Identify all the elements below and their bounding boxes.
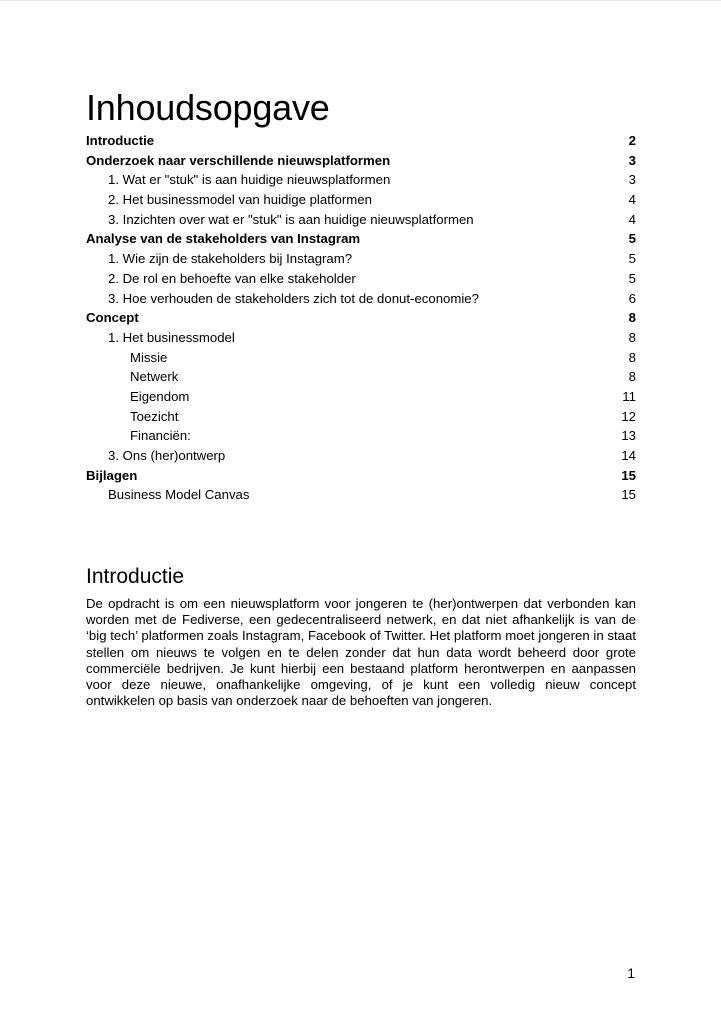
toc-entry-page: 8 [628, 329, 636, 345]
toc-entry-page: 5 [628, 270, 636, 286]
toc-entry[interactable] [86, 151, 636, 171]
toc-entry-label: 1. Het businessmodel [108, 329, 235, 345]
toc-entry-label: 3. Ons (her)ontwerp [108, 448, 226, 463]
toc-entry[interactable] [86, 131, 636, 151]
toc-entry-label: Analyse van de stakeholders van Instagram [86, 231, 361, 247]
toc-entry-page: 5 [628, 251, 636, 267]
toc-entry-label: Netwerk [130, 369, 179, 385]
introduction-paragraph: De opdracht is om een nieuwsplatform voor jongeren te (her)ontwerpen dat verbonden kan worden met de Fediverse, een gedecentraliseerd netwerk, en dat niet afhankelijk is van de ‘big tech’ platformen zoals Instagram, Facebook of Twitter. Het platform moet jongeren in staat stellen om nieuws te volgen en te delen zonder dat hun data wordt beheerd door grote commerciële bedrijven. Je kunt hierbij een bestaand platform herontwerpen en aanpassen voor deze nieuwe, onafhankelijke omgeving, of je kunt een volledig nieuw concept ontwikkelen op basis van onderzoek naar de behoeften van jongeren. [86, 596, 636, 709]
toc-entry[interactable] [86, 229, 636, 249]
toc-entry-label: Toezicht [130, 408, 179, 424]
toc-entry-label: 2. De rol en behoefte van elke stakeholder [108, 270, 356, 286]
toc-entry-label: 3. Hoe verhouden de stakeholders zich tot de donut-economie? [108, 290, 479, 306]
toc-entry-page: 13 [621, 428, 636, 444]
toc-entry-page: 4 [628, 192, 636, 208]
toc-entry[interactable] [86, 446, 636, 466]
toc-entry-label: Business Model Canvas [108, 487, 250, 503]
toc-entry-page: 14 [621, 448, 636, 463]
toc-entry-page: 12 [621, 408, 636, 424]
toc-entry-label: 2. Het businessmodel van huidige platformen [108, 192, 372, 208]
page-top-border [0, 0, 721, 1]
toc-entry-page: 11 [622, 388, 636, 404]
toc-entry-page: 8 [628, 349, 636, 365]
toc-entry-label: Introductie [86, 133, 155, 148]
toc-entry-label: Onderzoek naar verschillende nieuwsplatformen [86, 152, 391, 168]
toc-entry[interactable] [86, 466, 636, 486]
toc-entry[interactable] [86, 426, 636, 446]
toc-entry[interactable] [86, 249, 636, 269]
toc-entry[interactable] [86, 210, 636, 230]
toc-entry[interactable] [86, 328, 636, 348]
toc-entry[interactable] [86, 289, 636, 309]
toc-entry[interactable] [86, 308, 636, 328]
toc-entry-label: Missie [130, 349, 168, 365]
toc-entry-label: 1. Wat er "stuk" is aan huidige nieuwsplatformen [108, 172, 391, 188]
page-number: 1 [627, 965, 635, 981]
toc-entry[interactable] [86, 485, 636, 505]
toc-entry[interactable] [86, 387, 636, 407]
toc-entry-page: 6 [628, 290, 636, 306]
toc-entry[interactable] [86, 190, 636, 210]
toc-entry-label: Concept [86, 310, 139, 326]
toc-entry-page: 2 [628, 133, 636, 148]
document-page [86, 86, 636, 709]
toc-entry-label: Financiën: [130, 428, 191, 444]
toc-entry-page: 3 [628, 152, 636, 168]
toc-entry[interactable] [86, 269, 636, 289]
toc-entry[interactable] [86, 170, 636, 190]
toc-entry-page: 3 [628, 172, 636, 188]
toc-entry[interactable] [86, 367, 636, 387]
toc-entry[interactable] [86, 407, 636, 427]
toc-entry-page: 5 [628, 231, 636, 247]
introduction-heading: Introductie [86, 565, 185, 588]
toc-entry-label: 3. Inzichten over wat er "stuk" is aan huidige nieuwsplatformen [108, 211, 474, 227]
toc-title: Inhoudsopgave [86, 87, 330, 128]
toc-list [86, 131, 636, 505]
toc-entry-label: Eigendom [130, 388, 190, 404]
toc-entry-page: 8 [628, 369, 636, 385]
toc-entry-label: 1. Wie zijn de stakeholders bij Instagram? [108, 251, 353, 267]
toc-entry[interactable] [86, 348, 636, 368]
toc-entry-label: Bijlagen [86, 467, 138, 483]
toc-entry-page: 4 [628, 211, 636, 227]
toc-entry-page: 15 [621, 467, 636, 483]
toc-entry-page: 15 [621, 487, 636, 503]
toc-entry-page: 8 [628, 310, 636, 326]
